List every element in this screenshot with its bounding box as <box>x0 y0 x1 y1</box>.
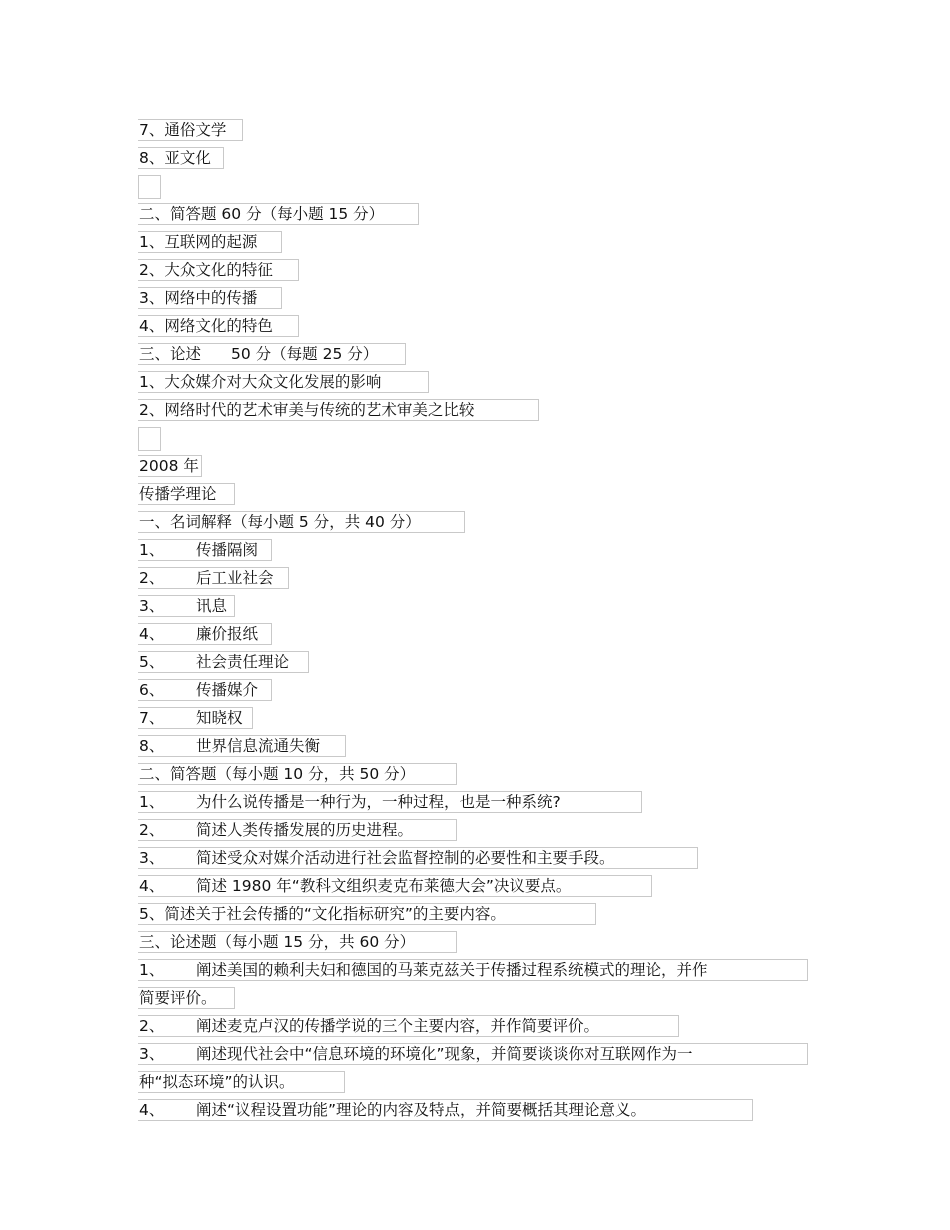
year-heading: 2008 年 <box>139 457 199 475</box>
list-item: 2、 简述人类传播发展的历史进程。 <box>139 821 414 839</box>
list-item: 4、 廉价报纸 <box>139 625 259 643</box>
list-item: 1、 传播隔阂 <box>139 541 259 559</box>
list-item: 4、 简述 1980 年“教科文组织麦克布莱德大会”决议要点。 <box>139 877 572 895</box>
list-item: 1、 阐述美国的赖利夫妇和德国的马莱克兹关于传播过程系统模式的理论，并作 <box>139 961 708 979</box>
section-heading: 二、简答题 60 分（每小题 15 分） <box>139 205 385 223</box>
list-item: 5、 社会责任理论 <box>139 653 290 671</box>
list-item-continuation: 简要评价。 <box>139 989 217 1007</box>
list-item: 2、网络时代的艺术审美与传统的艺术审美之比较 <box>139 401 475 419</box>
list-item: 8、亚文化 <box>139 149 211 167</box>
list-item: 1、 为什么说传播是一种行为，一种过程，也是一种系统? <box>139 793 561 811</box>
list-item-continuation: 种“拟态环境”的认识。 <box>139 1073 295 1091</box>
section-heading: 二、简答题（每小题 10 分，共 50 分） <box>139 765 416 783</box>
list-item: 1、互联网的起源 <box>139 233 258 251</box>
list-item: 5、简述关于社会传播的“文化指标研究”的主要内容。 <box>139 905 506 923</box>
list-item: 7、 知晓权 <box>139 709 243 727</box>
list-item: 3、 阐述现代社会中“信息环境的环境化”现象，并简要谈谈你对互联网作为一 <box>139 1045 693 1063</box>
section-heading: 三、论述题（每小题 15 分，共 60 分） <box>139 933 416 951</box>
subject-heading: 传播学理论 <box>139 485 217 503</box>
list-item: 1、大众媒介对大众文化发展的影响 <box>139 373 382 391</box>
list-item: 3、网络中的传播 <box>139 289 258 307</box>
blank-line <box>138 427 161 451</box>
list-item: 3、 讯息 <box>139 597 228 615</box>
section-heading: 三、论述 50 分（每题 25 分） <box>139 345 379 363</box>
list-item: 2、大众文化的特征 <box>139 261 273 279</box>
list-item: 3、 简述受众对媒介活动进行社会监督控制的必要性和主要手段。 <box>139 849 615 867</box>
list-item: 2、 阐述麦克卢汉的传播学说的三个主要内容，并作简要评价。 <box>139 1017 600 1035</box>
list-item: 6、 传播媒介 <box>139 681 259 699</box>
list-item: 2、 后工业社会 <box>139 569 274 587</box>
blank-line <box>138 175 161 199</box>
list-item: 8、 世界信息流通失衡 <box>139 737 321 755</box>
list-item: 7、通俗文学 <box>139 121 227 139</box>
list-item: 4、网络文化的特色 <box>139 317 273 335</box>
list-item: 4、 阐述“议程设置功能”理论的内容及特点，并简要概括其理论意义。 <box>139 1101 647 1119</box>
section-heading: 一、名词解释（每小题 5 分，共 40 分） <box>139 513 421 531</box>
